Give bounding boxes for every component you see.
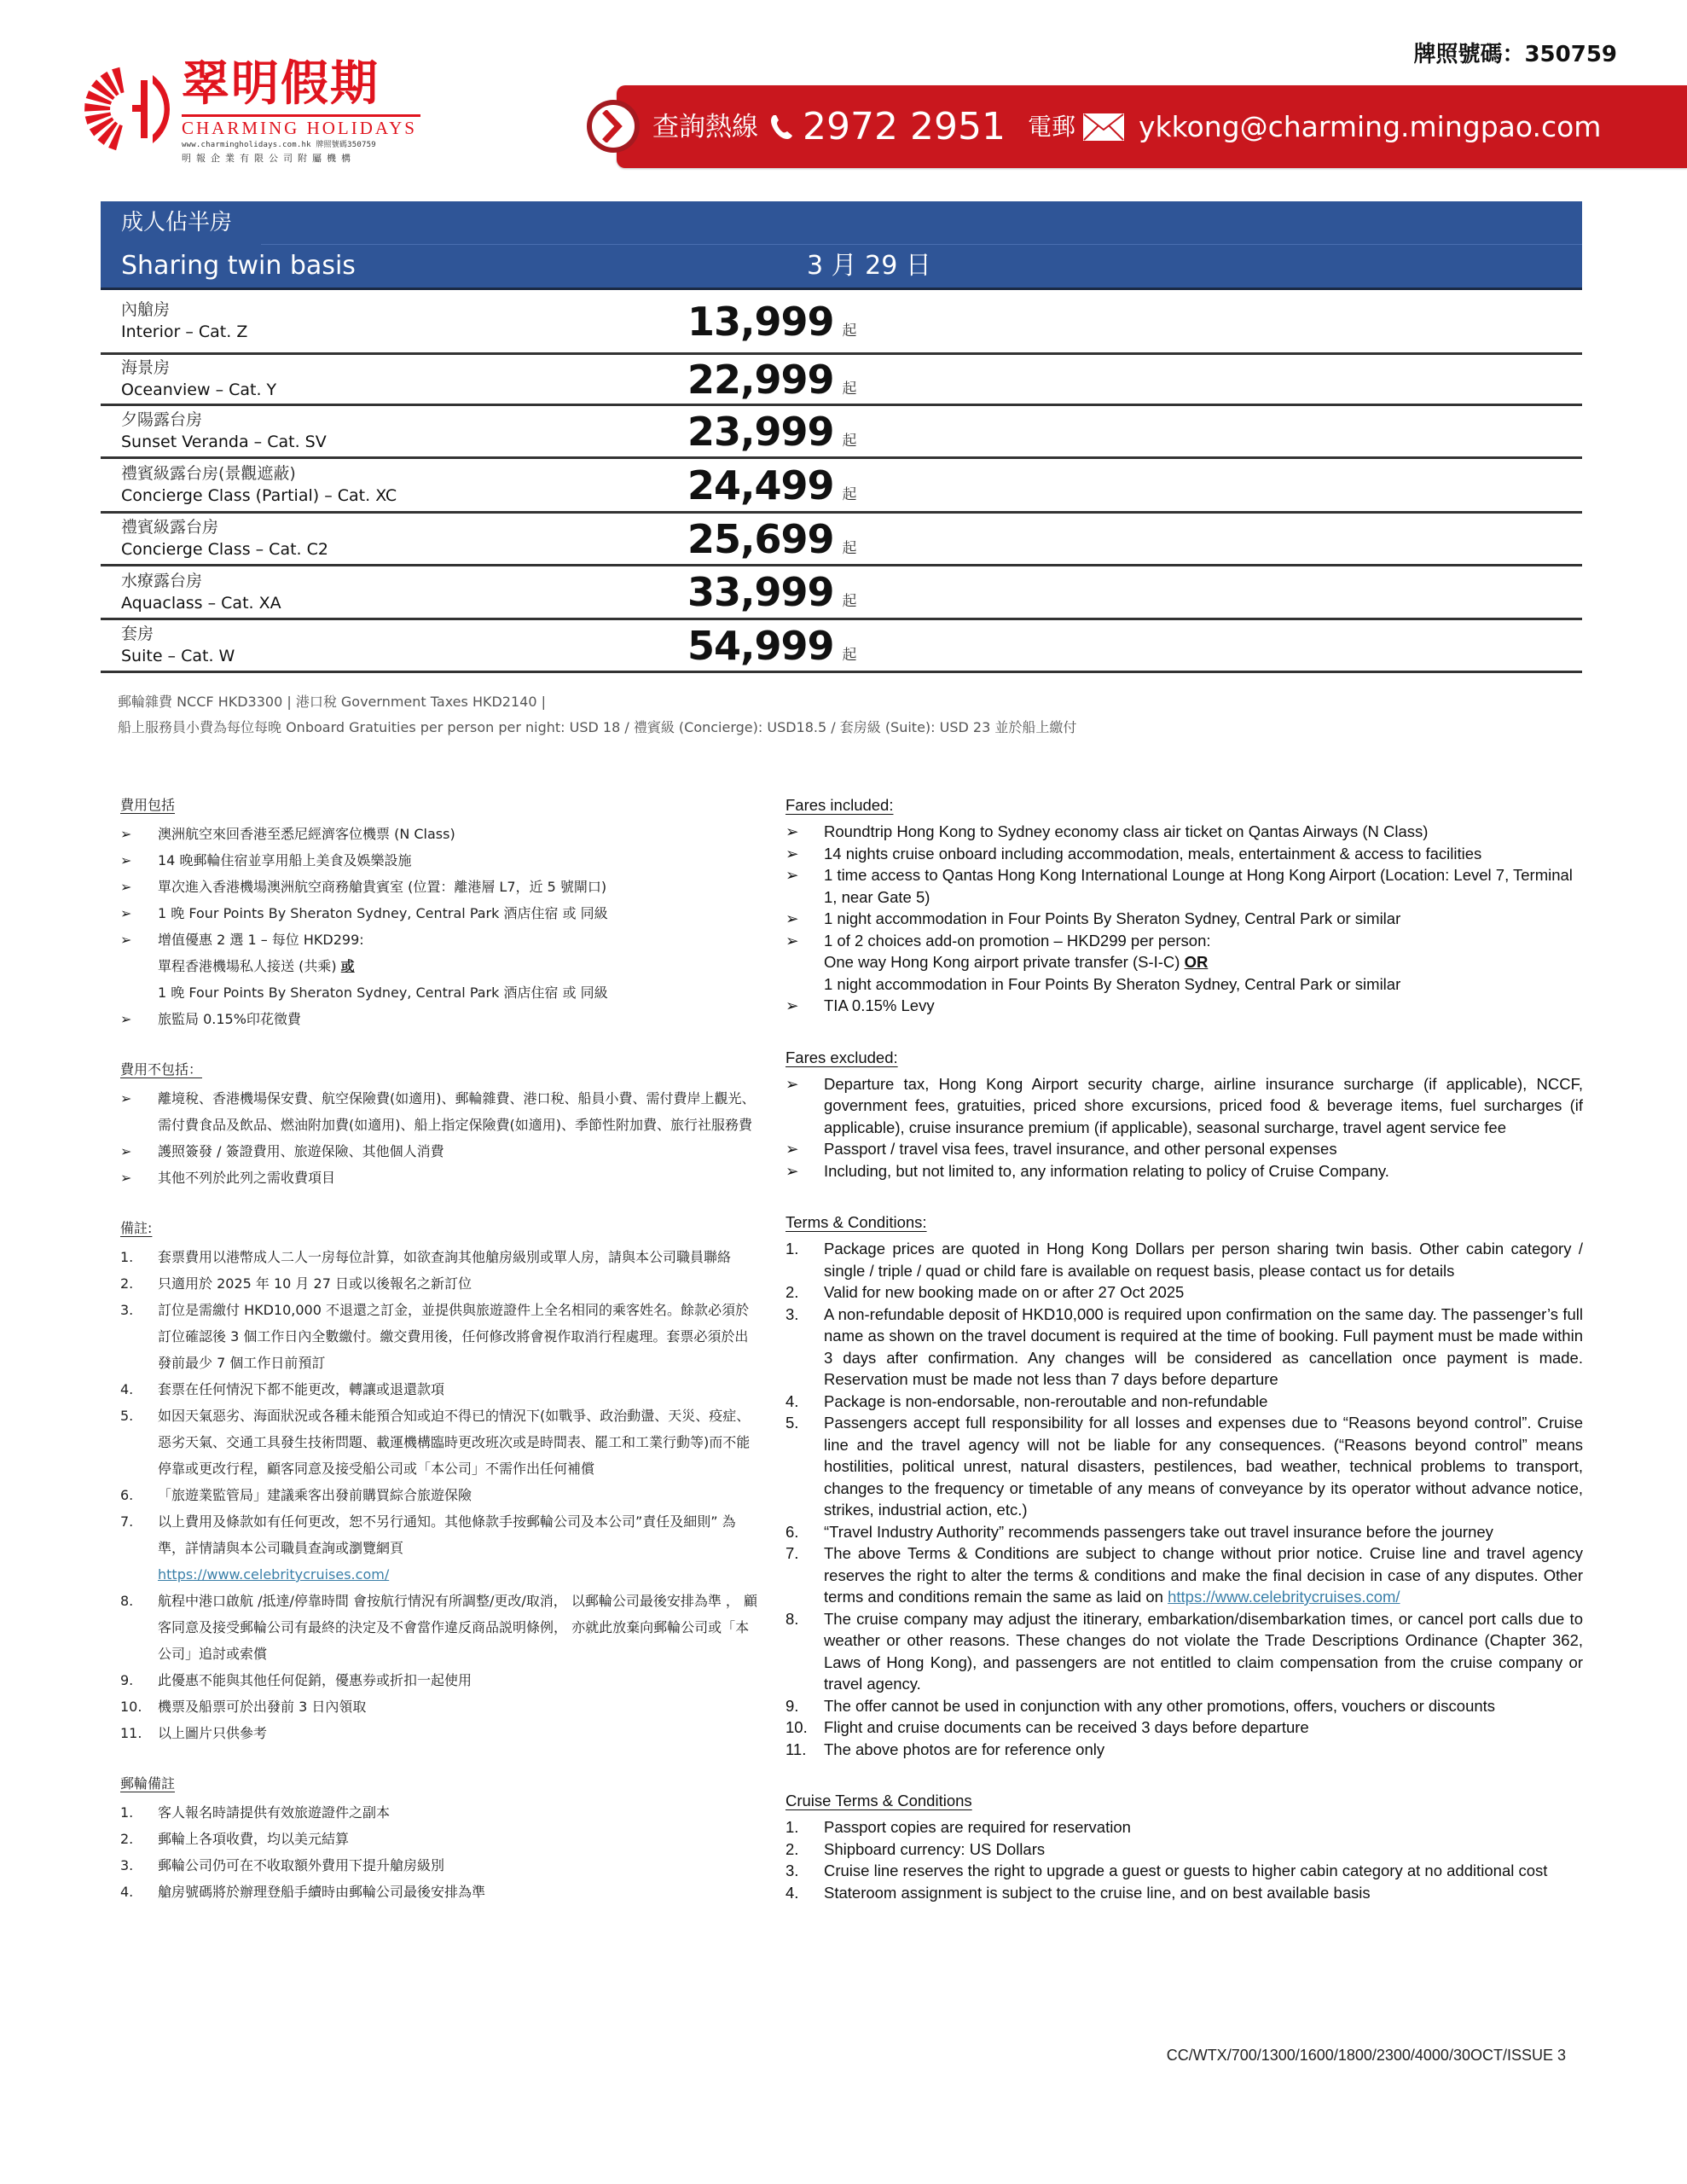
price-from-suffix: 起 xyxy=(842,485,857,503)
item-number: 7. xyxy=(120,1513,134,1530)
list-item: ➢ 1 晚 Four Points By Sheraton Sydney, Central Park 酒店住宿 或 同級 xyxy=(120,900,760,926)
cabin-name-cn: 海景房 xyxy=(121,358,171,377)
arrow-bullet-icon: ➢ xyxy=(786,822,799,840)
left-column-cn xyxy=(120,793,760,1905)
item-number: 7. xyxy=(786,1544,799,1562)
cabin-price: 13,999 xyxy=(687,298,834,345)
list-item xyxy=(786,1716,1583,1739)
item-number: 1. xyxy=(786,1240,799,1258)
item-number: 1. xyxy=(120,1249,134,1265)
logo-chinese-name: 翠明假期 xyxy=(182,56,380,112)
arrow-bullet-icon: ➢ xyxy=(786,909,799,927)
celebrity-cruises-link[interactable]: https://www.celebritycruises.com/ xyxy=(1168,1588,1400,1606)
list-item: ➢ 14 晚郵輪住宿並享用船上美食及娛樂設施 xyxy=(120,847,760,874)
arrow-bullet-icon: ➢ xyxy=(786,1161,799,1180)
section-title: Fares included: xyxy=(786,796,894,814)
list-item xyxy=(786,1608,1583,1695)
logo-website: www.charmingholidays.com.hk 牌照號碼350759 xyxy=(182,141,376,149)
list-item xyxy=(786,1882,1583,1904)
arrow-bullet-icon: ➢ xyxy=(120,905,132,921)
list-item xyxy=(120,1508,760,1588)
price-cell xyxy=(687,408,857,456)
email-address[interactable]: ykkong@charming.mingpao.com xyxy=(1138,109,1602,143)
section-title: Cruise Terms & Conditions xyxy=(786,1792,972,1809)
arrow-bullet-icon: ➢ xyxy=(786,931,799,950)
addon-option-2: 1 night accommodation in Four Points By Sheraton Sydney, Central Park or similar xyxy=(824,974,1401,993)
addon-or: OR xyxy=(1184,953,1209,971)
item-number: 8. xyxy=(120,1593,134,1609)
price-rows xyxy=(101,290,1582,673)
cabin-name-en: Sunset Veranda – Cat. SV xyxy=(121,433,327,451)
list-item xyxy=(786,1521,1583,1543)
cabin-name-cn: 禮賓級露台房 xyxy=(121,518,219,537)
cabin-name-cn: 套房 xyxy=(121,624,154,643)
price-from-suffix: 起 xyxy=(842,322,857,340)
section-title: 郵輪備註 xyxy=(120,1775,176,1792)
list-item: ➢ TIA 0.15% Levy xyxy=(786,995,1583,1017)
celebrity-cruises-link[interactable]: https://www.celebritycruises.com/ xyxy=(158,1566,390,1583)
item-number: 5. xyxy=(786,1414,799,1432)
item-text: Valid for new booking made on or after 27 Oct 2025 xyxy=(824,1283,1185,1301)
arrow-bullet-icon: ➢ xyxy=(120,826,132,842)
price-row xyxy=(101,290,1582,355)
list-item xyxy=(120,1799,760,1826)
price-cell xyxy=(687,515,857,563)
price-cell xyxy=(687,568,857,616)
header-occupancy-cn: 成人佔半房 xyxy=(121,210,233,235)
list-item: ➢ 單次進入香港機場澳洲航空商務艙貴賓室 (位置：離港層 L7，近 5 號閘口) xyxy=(120,874,760,900)
cabin-labels xyxy=(101,357,687,401)
item-text: Passport copies are required for reservation xyxy=(824,1818,1131,1836)
fee-notes xyxy=(118,689,1568,741)
item-number: 5. xyxy=(120,1408,134,1424)
list-item xyxy=(786,1860,1583,1882)
price-cell xyxy=(687,356,857,404)
item-text: “Travel Industry Authority” recommends passengers take out travel insurance before the journey xyxy=(824,1522,1493,1541)
departure-date: 3 月 29 日 xyxy=(807,251,931,281)
phone-icon xyxy=(768,113,796,142)
item-text: 客人報名時請提供有效旅遊證件之副本 xyxy=(158,1804,391,1821)
item-text: 套票在任何情況下都不能更改，轉讓或退還款項 xyxy=(158,1381,445,1397)
list-item xyxy=(120,1244,760,1270)
item-text: The cruise company may adjust the itinerary, embarkation/disembarkation times, or cancel port calls due to weather or other reasons. These changes do not violate the Trade Descriptions Ordinance (Chapter 362, Laws of Hong Kong), and passengers are not entitled to claim compensation from the cruise company or travel agency. xyxy=(824,1609,1583,1693)
item-text: 訂位是需繳付 HKD10,000 不退還之訂金，並提供與旅遊證件上全名相同的乘客姓名。餘款必須於訂位確認後 3 個工作日內全數繳付。繳交費用後，任何修改將會視作取消行程處理。套票必須於出發前最少 7 個工作日前預訂 xyxy=(158,1302,750,1371)
fee-note-gratuities: 船上服務員小費為每位每晚 Onboard Gratuities per person per night: USD 18 / 禮賓級 (Concierge): USD18.5 / 套房級 (Suite): USD 23 並於船上繳付 xyxy=(118,719,1077,735)
item-number: 9. xyxy=(120,1672,134,1688)
item-text: 此優惠不能與其他任何促銷，優惠券或折扣一起使用 xyxy=(158,1672,472,1688)
cabin-labels xyxy=(101,624,687,667)
price-row xyxy=(101,620,1582,673)
cabin-name-en: Aquaclass – Cat. XA xyxy=(121,593,281,613)
item-text: Passengers accept full responsibility for all losses and expenses due to “Reasons beyond control”. Cruise line and the travel agency will not be liable for any consequences. (“Reasons beyond control” means hostilities, political unrest, natural disasters, pestilences, bad weather, technical problems to transport, changes to the frequency or timetable of any means of conveyance by its operator without advance notice, strikes, industrial action, etc.) xyxy=(824,1414,1583,1519)
list-item xyxy=(120,1852,760,1879)
list-item: ➢ 1 of 2 choices add-on promotion – HKD299 per person: One way Hong Kong airport private transfer (S-I-C) OR 1 night accommodation in Four Points By Sheraton Sydney, Central Park or similar xyxy=(786,930,1583,996)
price-row xyxy=(101,566,1582,620)
list-item: ➢ 1 time access to Qantas Hong Kong International Lounge at Hong Kong Airport (Location: Level 7, Terminal 1, near Gate 5) xyxy=(786,866,1573,906)
item-number: 2. xyxy=(786,1839,799,1858)
item-number: 9. xyxy=(786,1696,799,1715)
section-title: 備註: xyxy=(120,1220,153,1236)
cabin-name-en: Concierge Class – Cat. C2 xyxy=(121,540,328,559)
cabin-price: 23,999 xyxy=(687,408,834,455)
list-item: ➢ 護照簽發 / 簽證費用、旅遊保險、其他個人消費 xyxy=(120,1138,760,1165)
list-item: ➢ Passport / travel visa fees, travel insurance, and other personal expenses xyxy=(786,1138,1583,1160)
cabin-name-en: Interior – Cat. Z xyxy=(121,322,248,341)
arrow-bullet-icon: ➢ xyxy=(120,1011,132,1027)
cabin-name-cn: 內艙房 xyxy=(121,300,171,319)
list-item xyxy=(120,1588,760,1667)
list-item xyxy=(786,1391,1583,1413)
item-text: Package prices are quoted in Hong Kong Dollars per person sharing twin basis. Other cabin category / single / triple / quad or child fare is available on request basis, please contact us for details xyxy=(824,1240,1583,1280)
item-number: 4. xyxy=(786,1883,799,1902)
item-text: 以上費用及條款如有任何更改，恕不另行通知。其他條款手按郵輪公司及本公司”責任及細則” 為準，詳情請與本公司職員查詢或瀏覽網頁 xyxy=(158,1513,736,1556)
list-item xyxy=(786,1739,1583,1761)
list-item: ➢ 1 night accommodation in Four Points By Sheraton Sydney, Central Park or similar xyxy=(786,908,1583,930)
item-number: 2. xyxy=(120,1275,134,1292)
list-item xyxy=(120,1879,760,1905)
arrow-bullet-icon: ➢ xyxy=(120,852,132,868)
item-number: 3. xyxy=(786,1304,799,1323)
arrow-bullet-icon: ➢ xyxy=(120,1170,132,1186)
item-text: 如因天氣惡劣、海面狀況或各種未能預合知或迫不得已的情況下(如戰爭、政治動盪、天災、疫症、惡劣天氣、交通工具發生技術問題、載運機構臨時更改班次或是時間表、罷工和工業行動等)而不能停靠或更改行程，顧客同意及接受船公司或「本公司」不需作出任何補償 xyxy=(158,1408,751,1477)
item-text: 「旅遊業監管局」建議乘客出發前購買綜合旅遊保險 xyxy=(158,1487,472,1503)
list-item xyxy=(786,1412,1583,1521)
item-text: Package is non-endorsable, non-reroutable and non-refundable xyxy=(824,1391,1268,1410)
email-label: 電郵 xyxy=(1027,112,1075,141)
list-item xyxy=(786,1695,1583,1717)
item-number: 2. xyxy=(786,1283,799,1301)
arrow-bullet-icon: ➢ xyxy=(786,844,799,863)
included-en-section xyxy=(786,793,1583,1017)
price-from-suffix: 起 xyxy=(842,593,857,610)
list-item: ➢ 旅監局 0.15%印花徵費 xyxy=(120,1006,760,1032)
list-item: ➢ 離境稅、香港機場保安費、航空保險費(如適用)、郵輪雜費、港口稅、船員小費、需付費岸上觀光、需付費食品及飲品、燃油附加費(如適用)、船上指定保險費(如適用)、季節性附加費、旅行社服務費 xyxy=(120,1085,760,1138)
item-text: Shipboard currency: US Dollars xyxy=(824,1839,1046,1858)
cabin-price: 33,999 xyxy=(687,569,834,615)
logo-text-block xyxy=(182,56,438,165)
item-number: 2. xyxy=(120,1831,134,1847)
list-item xyxy=(120,1720,760,1746)
list-item: ➢ Including, but not limited to, any information relating to policy of Cruise Company. xyxy=(786,1160,1583,1182)
section-title: Terms & Conditions: xyxy=(786,1213,927,1231)
item-text: The offer cannot be used in conjunction with any other promotions, offers, vouchers or discounts xyxy=(824,1696,1496,1715)
item-number: 8. xyxy=(786,1609,799,1628)
header-occupancy-en: Sharing twin basis xyxy=(121,251,356,281)
list-item xyxy=(786,1281,1583,1304)
item-text: Stateroom assignment is subject to the cruise line, and on best available basis xyxy=(824,1883,1371,1902)
item-number: 6. xyxy=(786,1522,799,1541)
item-number: 4. xyxy=(120,1381,134,1397)
list-item xyxy=(786,1816,1583,1838)
section-title: Fares excluded: xyxy=(786,1048,898,1066)
arrow-bullet-icon: ➢ xyxy=(120,932,132,948)
remarks-cn-section xyxy=(120,1217,760,1746)
price-row xyxy=(101,459,1582,514)
item-text: The above Terms & Conditions are subject to change without prior notice. Cruise line and travel agency reserves the right to alter the terms & conditions and make the final decision in case of any disputes. Other terms and conditions remain the same as laid on xyxy=(824,1544,1583,1606)
list-item xyxy=(120,1403,760,1482)
logo-english-name: CHARMING HOLIDAYS xyxy=(182,118,417,138)
cabin-price: 22,999 xyxy=(687,356,834,403)
arrow-bullet-icon: ➢ xyxy=(786,866,799,884)
addon-option-1: 單程香港機場私人接送 (共乘) xyxy=(158,958,341,974)
cabin-labels xyxy=(101,463,687,507)
list-item xyxy=(120,1297,760,1376)
item-number: 10. xyxy=(120,1699,142,1715)
price-from-suffix: 起 xyxy=(842,539,857,557)
cruise-terms-en-section xyxy=(786,1789,1583,1903)
list-item: ➢ Roundtrip Hong Kong to Sydney economy class air ticket on Qantas Airways (N Class) xyxy=(786,821,1583,843)
section-title: 費用不包括： xyxy=(120,1061,203,1077)
arrow-bullet-icon: ➢ xyxy=(786,1074,799,1093)
cabin-name-en: Concierge Class (Partial) – Cat. XC xyxy=(121,486,397,505)
item-text: Cruise line reserves the right to upgrade a guest or guests to higher cabin category at no additional cost xyxy=(824,1862,1548,1879)
item-text: 只適用於 2025 年 10 月 27 日或以後報名之新訂位 xyxy=(158,1275,472,1292)
price-from-suffix: 起 xyxy=(842,646,857,664)
addon-option-2: 1 晚 Four Points By Sheraton Sydney, Central Park 酒店住宿 或 同級 xyxy=(158,985,608,1001)
excluded-en-section xyxy=(786,1046,1583,1182)
cabin-price: 54,999 xyxy=(687,622,834,669)
cabin-labels xyxy=(101,571,687,614)
item-number: 3. xyxy=(120,1857,134,1873)
included-cn-section xyxy=(120,793,760,1032)
item-number: 4. xyxy=(786,1391,799,1410)
item-text: The above photos are for reference only xyxy=(824,1740,1105,1758)
license-number: 牌照號碼：350759 xyxy=(1413,42,1617,67)
price-row xyxy=(101,514,1582,566)
issue-code: CC/WTX/700/1300/1600/1800/2300/4000/30OCT/ISSUE 3 xyxy=(1166,2047,1566,2064)
list-item xyxy=(120,1270,760,1297)
cabin-labels xyxy=(101,410,687,453)
item-text: 航程中港口啟航 /抵達/停靠時間 會按航行情況有所調整/更改/取消， 以郵輪公司最後安排為準 ， 顧客同意及接受郵輪公司有最終的決定及不會當作違反商品説明條例， 亦就此放棄向郵輪公司或「本公司」追討或索償 xyxy=(158,1593,757,1662)
logo-divider xyxy=(182,114,420,117)
list-item xyxy=(120,1376,760,1403)
price-cell xyxy=(687,298,857,346)
excluded-cn-section xyxy=(120,1058,760,1191)
cabin-name-en: Suite – Cat. W xyxy=(121,647,235,665)
cabin-name-cn: 夕陽露台房 xyxy=(121,410,203,429)
item-number: 1. xyxy=(120,1804,134,1821)
list-item: ➢ 14 nights cruise onboard including accommodation, meals, entertainment & access to facilities xyxy=(786,843,1583,865)
item-text: 郵輪上各項收費，均以美元結算 xyxy=(158,1831,350,1847)
item-number: 1. xyxy=(786,1818,799,1836)
price-cell xyxy=(687,462,857,509)
list-item xyxy=(786,1304,1583,1391)
list-item xyxy=(786,1838,1583,1861)
addon-or: 或 xyxy=(340,958,355,974)
arrow-bullet-icon: ➢ xyxy=(120,1143,132,1159)
list-item: ➢ 澳洲航空來回香港至悉尼經濟客位機票 (N Class) xyxy=(120,821,760,847)
fee-note-taxes: 郵輪雜費 NCCF HKD3300 | 港口稅 Government Taxes HKD2140 | xyxy=(118,694,546,710)
item-number: 4. xyxy=(120,1884,134,1900)
arrow-bullet-icon: ➢ xyxy=(120,1090,132,1107)
section-title: 費用包括 xyxy=(120,797,176,813)
cabin-price: 25,699 xyxy=(687,515,834,562)
price-table xyxy=(101,201,1582,673)
price-cell xyxy=(687,622,857,670)
price-from-suffix: 起 xyxy=(842,380,857,398)
item-number: 10. xyxy=(786,1718,808,1736)
price-row xyxy=(101,406,1582,459)
cabin-name-cn: 水療露台房 xyxy=(121,571,203,590)
list-item: ➢ Departure tax, Hong Kong Airport security charge, airline insurance surcharge (if applicable), NCCF, government fees, gratuities, priced shore excursions, priced food & beverage items, fuel surcharges (if applicable), cruise insurance premium (if applicable), seasonal surcharge, travel agent service fee xyxy=(786,1074,1583,1136)
arrow-bullet-icon: ➢ xyxy=(786,1140,799,1158)
list-item xyxy=(120,1482,760,1508)
item-text: Flight and cruise documents can be received 3 days before departure xyxy=(824,1718,1309,1736)
list-item: ➢ 其他不列於此列之需收費項目 xyxy=(120,1165,760,1191)
phone-number[interactable]: 2972 2951 xyxy=(803,104,1006,148)
price-from-suffix: 起 xyxy=(842,432,857,450)
item-text: 郵輪公司仍可在不收取額外費用下提升艙房級別 xyxy=(158,1857,445,1873)
list-item xyxy=(786,1238,1583,1281)
sunburst-logo-icon xyxy=(81,63,173,155)
cabin-labels xyxy=(101,299,687,343)
item-number: 3. xyxy=(786,1862,799,1879)
item-number: 3. xyxy=(120,1302,134,1318)
arrow-bullet-icon: ➢ xyxy=(786,996,799,1014)
list-item xyxy=(786,1542,1583,1608)
list-item: ➢ 增值優惠 2 選 1 – 每位 HKD299: 單程香港機場私人接送 (共乘) 或 1 晚 Four Points By Sheraton Sydney, Central Park 酒店住宿 或 同級 xyxy=(120,926,760,1006)
item-text: A non-refundable deposit of HKD10,000 is required upon confirmation on the same day. The passenger’s full name as shown on the travel document is required at the time of booking. Full payment must be made within 3 days after confirmation. Any changes will be considered as cancellation once payment is made. Reservation must be made not less than 7 days before departure xyxy=(824,1304,1583,1388)
item-text: 機票及船票可於出發前 3 日內領取 xyxy=(158,1699,367,1715)
item-number: 6. xyxy=(120,1487,134,1503)
addon-option-1: One way Hong Kong airport private transfer (S-I-C) xyxy=(824,953,1185,971)
list-item xyxy=(120,1667,760,1693)
right-column-en xyxy=(786,793,1583,1903)
contact-info xyxy=(652,85,1667,168)
cabin-name-cn: 禮賓級露台房(景觀遮蔽) xyxy=(121,464,296,483)
chevron-right-icon xyxy=(587,100,640,153)
arrow-bullet-icon: ➢ xyxy=(120,879,132,895)
logo-subsidiary: 明報企業有限公司附屬機構 xyxy=(182,153,356,164)
price-row xyxy=(101,355,1582,406)
company-logo xyxy=(81,56,439,167)
cruise-notes-cn-section xyxy=(120,1772,760,1905)
logo-ray xyxy=(84,103,110,112)
item-text: 以上圖片只供參考 xyxy=(158,1725,268,1741)
cabin-name-en: Oceanview – Cat. Y xyxy=(121,380,277,399)
mail-icon xyxy=(1082,113,1125,142)
item-number: 11. xyxy=(786,1740,807,1758)
item-text: 艙房號碼將於辦理登船手續時由郵輪公司最後安排為準 xyxy=(158,1884,486,1900)
cabin-price: 24,499 xyxy=(687,462,834,508)
item-number: 11. xyxy=(120,1725,142,1741)
list-item xyxy=(120,1826,760,1852)
terms-en-section xyxy=(786,1211,1583,1760)
price-table-header xyxy=(101,201,1582,290)
list-item xyxy=(120,1693,760,1720)
hotline-label: 查詢熱線 xyxy=(652,111,758,142)
item-text: 套票費用以港幣成人二人一房每位計算，如欲查詢其他艙房級別或單人房，請與本公司職員聯絡 xyxy=(158,1249,732,1265)
cabin-labels xyxy=(101,517,687,561)
